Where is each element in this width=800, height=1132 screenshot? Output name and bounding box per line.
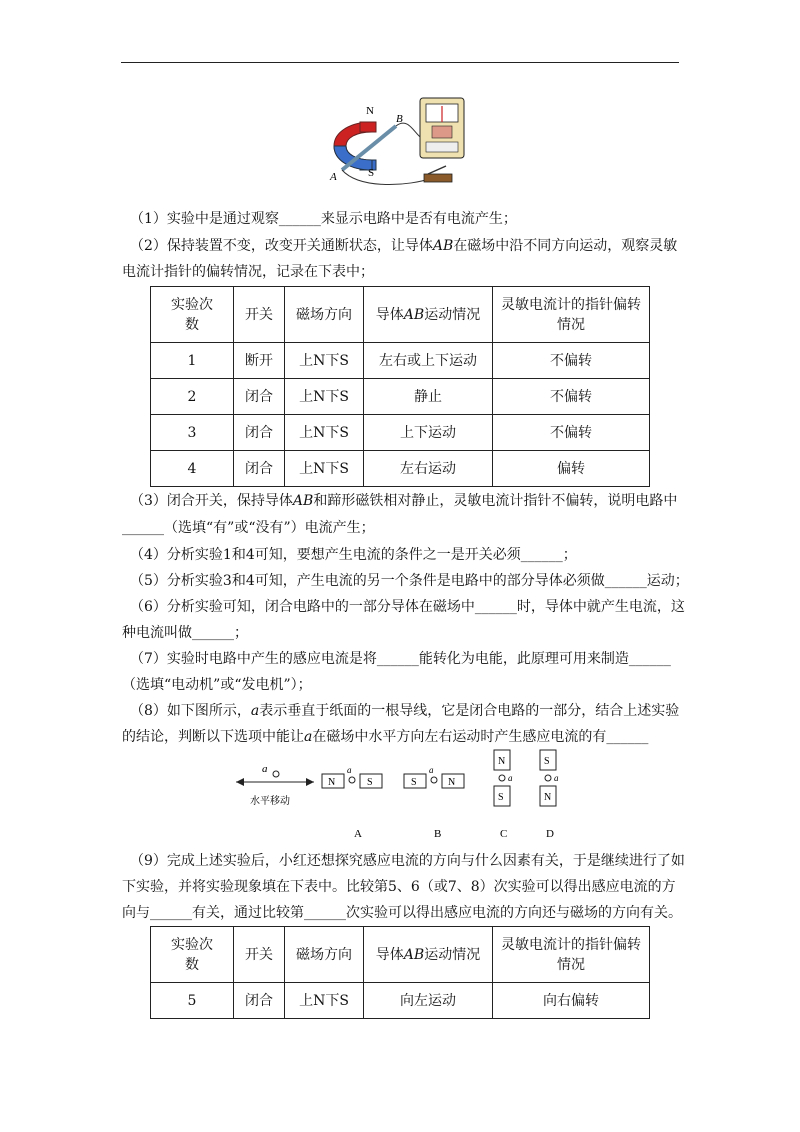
table-cell: 闭合	[234, 451, 285, 487]
table-cell: 不偏转	[493, 343, 650, 379]
apparatus-figure	[320, 94, 470, 206]
table-cell: 上N下S	[285, 343, 364, 379]
header-deflection: 灵敏电流计的指针偏转情况	[493, 287, 650, 343]
svg-text:a: a	[347, 765, 352, 775]
svg-text:S: S	[367, 777, 373, 788]
question-9-line-1: （9）完成上述实验后，小红还想探究感应电流的方向与什么因素有关，于是继续进行了如	[130, 853, 685, 869]
header-field: 磁场方向	[285, 927, 364, 983]
table-cell: 上N下S	[285, 379, 364, 415]
svg-text:S: S	[411, 777, 417, 788]
table-cell: 偏转	[493, 451, 650, 487]
svg-text:a: a	[508, 773, 513, 783]
table-cell: 4	[151, 451, 234, 487]
question-3-line-2: ______（选填“有”或“没有”）电流产生；	[122, 520, 375, 536]
move-text: 水平移动	[250, 796, 290, 807]
option-a-label: A	[354, 828, 362, 840]
svg-text:S: S	[498, 792, 504, 803]
question-7-line-1: （7）实验时电路中产生的感应电流是将______能转化为电能，此原理可用来制造______	[130, 651, 671, 667]
experiment-table-2	[150, 926, 650, 1019]
header-switch: 开关	[234, 287, 285, 343]
table-cell: 不偏转	[493, 415, 650, 451]
table-cell: 3	[151, 415, 234, 451]
table-cell: 左右或上下运动	[364, 343, 493, 379]
svg-text:N: N	[544, 792, 552, 803]
label-a: A	[330, 171, 337, 183]
table-cell: 向右偏转	[493, 983, 650, 1019]
question-2-line-2: 电流计指针的偏转情况，记录在下表中；	[122, 264, 374, 280]
header-trial: 实验次 数	[151, 287, 234, 343]
table-cell: 上下运动	[364, 415, 493, 451]
svg-text:a: a	[262, 763, 268, 775]
svg-text:N: N	[498, 756, 506, 767]
question-8-line-1: （8）如下图所示，a表示垂直于纸面的一根导线，它是闭合电路的一部分，结合上述实验	[130, 703, 680, 719]
question-4: （4）分析实验1和4可知，要想产生电流的条件之一是开关必须______；	[130, 547, 577, 563]
table-row	[151, 415, 650, 451]
header-field: 磁场方向	[285, 287, 364, 343]
table-cell: 静止	[364, 379, 493, 415]
svg-text:N: N	[328, 777, 336, 788]
top-rule	[121, 62, 679, 63]
table-cell: 不偏转	[493, 379, 650, 415]
header-trial: 实验次 数	[151, 927, 234, 983]
question-1: （1）实验中是通过观察______来显示电路中是否有电流产生；	[130, 211, 517, 227]
header-switch: 开关	[234, 927, 285, 983]
label-n: N	[366, 105, 374, 117]
question-6-line-2: 种电流叫做______；	[122, 625, 248, 641]
question-5: （5）分析实验3和4可知，产生电流的另一个条件是电路中的部分导体必须做______运动；	[130, 573, 689, 589]
table-cell: 2	[151, 379, 234, 415]
table-cell: 上N下S	[285, 983, 364, 1019]
label-b: B	[396, 113, 403, 125]
svg-text:S: S	[544, 756, 550, 767]
table-cell: 向左运动	[364, 983, 493, 1019]
option-b-label: B	[434, 828, 442, 840]
table-row	[151, 379, 650, 415]
header-deflection: 灵敏电流计的指针偏转情况	[493, 927, 650, 983]
svg-text:a: a	[429, 765, 434, 775]
option-c-label: C	[500, 828, 508, 840]
options-figure	[228, 742, 588, 842]
question-2-line-1: （2）保持装置不变，改变开关通断状态，让导体AB在磁场中沿不同方向运动，观察灵敏	[130, 238, 678, 254]
table-row	[151, 451, 650, 487]
question-6-line-1: （6）分析实验可知，闭合电路中的一部分导体在磁场中______时，导体中就产生电流，这	[130, 599, 685, 615]
header-motion: 导体AB运动情况	[364, 927, 493, 983]
table-cell: 5	[151, 983, 234, 1019]
question-7-line-2: （选填“电动机”或“发电机”）；	[122, 677, 312, 693]
table-cell: 上N下S	[285, 451, 364, 487]
question-8-line-2: 的结论，判断以下选项中能让a在磁场中水平方向左右运动时产生感应电流的有______	[122, 729, 649, 745]
table-row	[151, 983, 650, 1019]
question-3-line-1: （3）闭合开关，保持导体AB和蹄形磁铁相对静止，灵敏电流计指针不偏转，说明电路中	[130, 493, 678, 509]
table-cell: 左右运动	[364, 451, 493, 487]
question-9-line-3: 向与______有关，通过比较第______次实验可以得出感应电流的方向还与磁场的方向有关。	[122, 905, 682, 921]
option-d-label: D	[546, 828, 554, 840]
experiment-table-1	[150, 286, 650, 487]
magnet-north-pole	[360, 122, 376, 132]
svg-text:N: N	[448, 777, 456, 788]
table-cell: 1	[151, 343, 234, 379]
question-9-line-2: 下实验，并将实验现象填在下表中。比较第5、6（或7、8）次实验可以得出感应电流的方	[122, 879, 676, 895]
table-cell: 断开	[234, 343, 285, 379]
table-row	[151, 343, 650, 379]
table-cell: 上N下S	[285, 415, 364, 451]
table-cell: 闭合	[234, 415, 285, 451]
switch	[424, 174, 452, 182]
svg-text:a: a	[554, 773, 559, 783]
label-s: S	[368, 167, 375, 179]
header-motion: 导体AB运动情况	[364, 287, 493, 343]
table-cell: 闭合	[234, 983, 285, 1019]
wire-a-icon	[273, 771, 279, 777]
table-cell: 闭合	[234, 379, 285, 415]
